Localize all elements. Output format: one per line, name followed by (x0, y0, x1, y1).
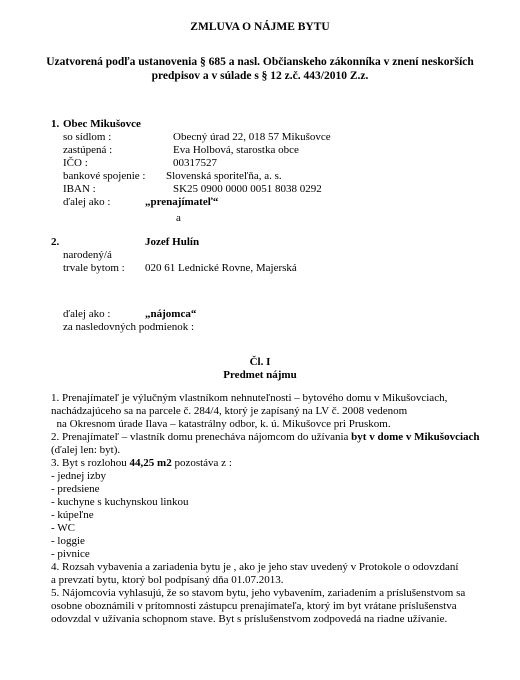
party2-address-label: trvale bytom : (63, 262, 125, 274)
party1-label-rep: zastúpená : (63, 144, 113, 156)
party1-value-rep: Eva Holbová, starostka obce (173, 144, 299, 156)
party1-value-iban: SK25 0900 0000 0051 8038 0292 (173, 183, 322, 195)
clause-3-text-post: pozostáva z : (171, 457, 232, 469)
room-item: - predsiene (51, 483, 100, 495)
clause-1-line-1: 1. Prenajímateľ je výlučným vlastníkom nehnuteľnosti – bytového domu v Mikušovciach, (51, 392, 448, 404)
clause-2-line-1 (51, 431, 480, 444)
clause-1-line-2: nachádzajúceho sa na parcele č. 284/4, ktorý je zapísaný na LV č. 2008 vedenom (51, 405, 408, 417)
party2-born-label: narodený/á (63, 249, 112, 261)
party1-number: 1. (51, 118, 60, 130)
party1-value-bank: Slovenská sporiteľňa, a. s. (166, 170, 282, 182)
clause-3-text: 3. Byt s rozlohou (51, 457, 130, 469)
party2-name: Jozef Hulín (145, 236, 200, 248)
room-item: - loggie (51, 535, 85, 547)
party1-alias-value: „prenajímateľ“ (145, 196, 219, 208)
party1-alias-label: ďalej ako : (63, 196, 111, 208)
clause-4-line-1: 4. Rozsah vybavenia a zariadenia bytu je , ako je jeho stav uvedený v Protokole o odovzdaní (51, 561, 459, 573)
room-item: - kuchyne s kuchynskou linkou (51, 496, 189, 508)
conditions-intro: za nasledovných podmienok : (63, 321, 195, 333)
clause-2-text: 2. Prenajímateľ – vlastník domu prenecháva nájomcom do užívania (51, 431, 352, 443)
clause-4-line-2: a prevzatí bytu, ktorý bol podpísaný dňa 01.07.2013. (51, 574, 284, 586)
room-item: - pivnice (51, 548, 90, 560)
party2-address-value: 020 61 Lednické Rovne, Majerská (145, 262, 297, 274)
document-subtitle: Uzatvorená podľa ustanovenia § 685 a nasl. Občianskeho zákonníka v znení neskorších predpisov a v súlade s § 12 z.č. 443/2010 Z.z. (46, 56, 474, 82)
clause-5-line-1: 5. Nájomcovia vyhlasujú, že so stavom bytu, jeho vybavením, zariadením a príslušenstvom sa (51, 587, 466, 599)
party2-alias-label: ďalej ako : (63, 308, 111, 320)
party1-value-seat: Obecný úrad 22, 018 57 Mikušovce (173, 131, 331, 143)
clause-5-line-2: osobne oboznámili v prítomnosti zástupcu prenajímateľa, ktorý im byt vrátane príslušenstva (51, 600, 457, 612)
article-number: Čl. I (249, 356, 271, 368)
clause-3 (51, 457, 232, 470)
party1-name: Obec Mikušovce (63, 118, 141, 130)
clause-2-line-2: (ďalej len: byt). (51, 444, 121, 456)
party1-label-bank: bankové spojenie : (63, 170, 146, 182)
clause-1-line-3: na Okresnom úrade Ilava – katastrálny odbor, k. ú. Mikušovce pri Pruskom. (51, 418, 391, 430)
clause-2-bold: byt v dome v Mikušovciach (351, 431, 480, 443)
party1-label-seat: so sídlom : (63, 131, 112, 143)
room-item: - WC (51, 522, 75, 534)
party1-label-ico: IČO : (63, 157, 88, 169)
article-heading: Predmet nájmu (223, 369, 297, 381)
party2-alias-value: „nájomca“ (145, 308, 197, 320)
document-title: ZMLUVA O NÁJME BYTU (190, 21, 330, 33)
clause-5-line-3: odovzdal v užívania schopnom stave. Byt s príslušenstvom zodpovedá na riadne užívanie. (51, 613, 448, 625)
room-item: - jednej izby (51, 470, 106, 482)
party1-label-iban: IBAN : (63, 183, 96, 195)
party2-number: 2. (51, 236, 60, 248)
room-item: - kúpeľne (51, 509, 94, 521)
party1-value-ico: 00317527 (173, 157, 217, 169)
parties-connector: a (176, 212, 181, 224)
clause-3-area: 44,25 m2 (129, 457, 172, 469)
